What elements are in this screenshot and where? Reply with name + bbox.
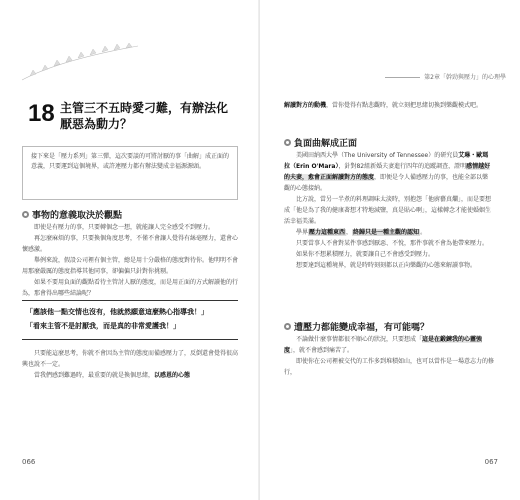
quote-line: 「應該他一點交情也沒有，他就然願意這麼熱心指導我！」	[26, 308, 208, 316]
paragraph: 只要能這麼思考，你就不會因為主管的態度而備感壓力了，反倒還會覺得很高興也說不一定。	[22, 350, 239, 368]
paragraph-text: 」，就不會感到痛苦了。	[290, 347, 354, 354]
left-body-text	[22, 222, 238, 299]
paragraph-text: 美國田納西大學（The University of Tennessee）的研究員	[296, 152, 459, 159]
section-heading	[284, 136, 357, 149]
paragraph-text: 不論做什麼事情都很不順心的狀況，只要想成「	[296, 336, 423, 343]
bold-phrase: 壓力這種東西	[309, 229, 346, 236]
paragraph: 即使你在公司裡被交代的工作多到堆積如山，也可以當作是一場意志力的修行，	[284, 358, 495, 376]
paragraph	[284, 334, 494, 356]
section-heading-text: 遭壓力都能變成幸福，有可能嗎？	[294, 323, 430, 333]
paragraph-text: 學界	[296, 229, 309, 236]
highlighted-phrase: 感情越好的夫妻，愈會正面解讀對方的態度	[284, 163, 491, 181]
section-heading-text: 負面曲解成正面	[294, 139, 358, 149]
running-header-text: 第2章「幹勁與壓力」的心理學	[424, 74, 506, 81]
paragraph: 只要當事人不會對某件事感到厭惡、不悅，那件事就不會為他帶來壓力。	[296, 240, 489, 247]
section-mark-icon	[284, 139, 291, 146]
section-mark-icon	[284, 323, 291, 330]
paragraph-text: ，當你覺得有點悲觀時，就立刻把思緒切換到樂觀模式吧。	[326, 102, 483, 109]
bold-phrase: 以感恩的心態	[154, 372, 191, 379]
right-body-text	[284, 150, 494, 271]
paragraph: 再怎麼麻煩的事，只要換個角度思考，不僅不會讓人覺得有絲毫壓力，還會心懷感激。	[22, 235, 239, 253]
paragraph-text: ，即便是令人備感壓力的事，也能全部以樂觀的心態接納。	[284, 174, 489, 192]
section-mark-icon	[22, 211, 29, 218]
running-header	[385, 72, 506, 81]
paragraph: 舉例來說，假設公司裡有個主管，總是用十分嚴格的態度對待你。他明明不會用那麼嚴厲的態度指導其他同事，卻偏偏只針對你挑剔。	[22, 257, 239, 275]
highlighted-phrase: 終歸只是一種主觀的認知	[353, 229, 420, 236]
paragraph	[284, 150, 494, 194]
paragraph: 如果不要用負面的觀點看待主管討人厭的態度，而是用正面的方式解讀他的行為，那會得出哪些結論呢？	[22, 279, 239, 297]
section-heading	[284, 320, 429, 333]
paragraph: 想要達到這種境界，就是時時刻刻都以正向樂觀的心態來解讀事物。	[296, 262, 477, 269]
section-heading	[22, 208, 122, 221]
right-top-text	[284, 100, 494, 111]
right-page	[260, 0, 520, 500]
page-number-right: 067	[484, 458, 498, 466]
paragraph-text: 當我們感到難過時，最重要的就是換個思緒，	[34, 372, 155, 379]
page-number-left: 066	[22, 458, 36, 466]
chapter-title-text: 主管三不五時愛刁難，有辦法化厭惡為動力？	[60, 101, 229, 131]
quote-box	[22, 300, 238, 340]
author-name: 艾琳・歐瑪拉（Erin O'Mara）	[284, 152, 489, 170]
quote-line: 「看來主管不是討厭我，而是真的非常愛護我！」	[26, 322, 180, 330]
left-body-text-2	[22, 348, 238, 381]
intro-box: 接下來是「壓力系列」第三彈，這次要談的可將討厭的事「曲解」成正面的意義，只要運到這個境界，或許連壓力都有辦法變成幸福源源頭。	[22, 146, 238, 200]
right-body-text-2	[284, 334, 494, 378]
bold-phrase: 解讀對方的動機	[284, 102, 327, 109]
paragraph	[284, 227, 494, 238]
chapter-number: 18	[28, 100, 55, 127]
paragraph	[22, 370, 238, 381]
paragraph-text: ，	[346, 229, 353, 236]
section-heading-text: 事物的意義取決於觀點	[32, 211, 123, 221]
paragraph-text: 。	[420, 229, 427, 236]
paragraph-text: ，針對82組新婚夫妻進行四年的追蹤調查，證明	[338, 163, 467, 170]
paragraph: 即使是有壓力的事，只要轉個念一想，就能讓人完全感受不到壓力。	[34, 224, 215, 231]
paragraph: 比方說，當另一半煮的料理調味太淡時，別抱怨「他廚藝真爛」，而是要想成「他是為了我的健康著想才特地減鹽，真是貼心啊」，這樣轉念才能使婚姻生活幸福美滿。	[284, 196, 492, 225]
bunting-decoration-icon	[20, 42, 140, 82]
highlighted-phrase: 這是在鍛鍊我的心靈強度	[284, 336, 483, 354]
paragraph: 如果你不想累積壓力，就要讓自己不會感受到壓力。	[296, 251, 435, 258]
